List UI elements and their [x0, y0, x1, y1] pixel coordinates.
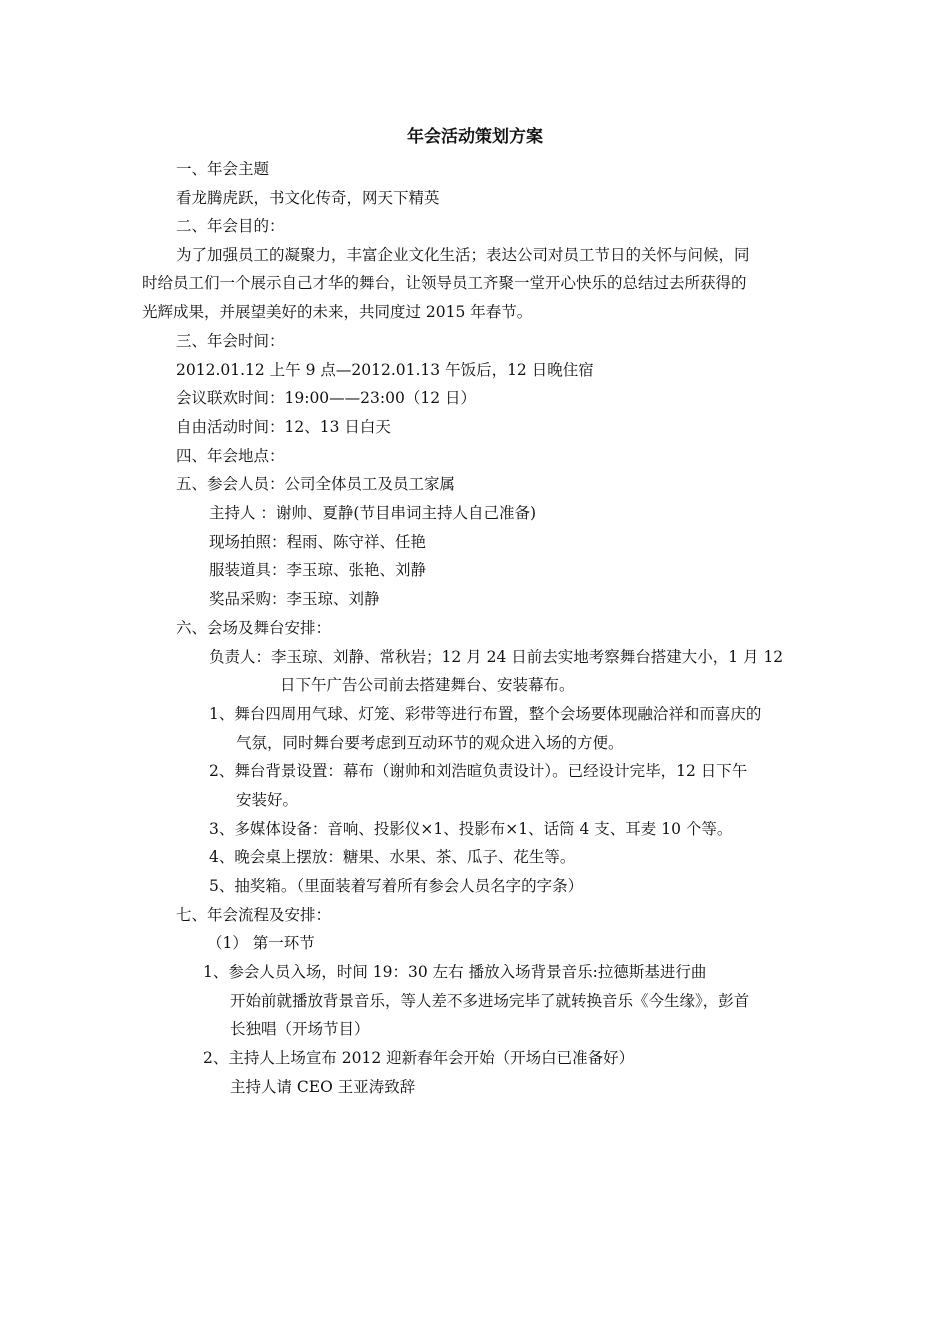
section-heading-purpose: 二、年会目的：	[176, 217, 285, 235]
flow-item-line: 2、主持人上场宣布 2012 迎新春年会开始（开场白已准备好）	[203, 1049, 635, 1067]
time-line: 自由活动时间：12、13 日白天	[176, 418, 391, 436]
flow-item-sub-line: 长独唱（开场节目）	[230, 1020, 370, 1038]
purpose-paragraph-line: 时给员工们一个展示自己才华的舞台，让领导员工齐聚一堂开心快乐的总结过去所获得的	[142, 274, 747, 292]
time-line: 2012.01.12 上午 9 点—2012.01.13 午饭后，12 日晚住宿	[176, 361, 594, 379]
flow-item-line: 1、参会人员入场，时间 19：30 左右 播放入场背景音乐:拉德斯基进行曲	[203, 963, 707, 981]
flow-item-sub-line: 主持人请 CEO 王亚涛致辞	[230, 1078, 416, 1096]
venue-item-line: 4、晚会桌上摆放：糖果、水果、茶、瓜子、花生等。	[209, 848, 576, 866]
participant-role-line: 奖品采购：李玉琼、刘静	[209, 590, 380, 608]
time-line: 会议联欢时间：19:00——23:00（12 日）	[176, 389, 476, 407]
venue-item-line: 5、抽奖箱。（里面装着写着所有参会人员名字的字条）	[209, 877, 584, 895]
purpose-paragraph-line: 为了加强员工的凝聚力，丰富企业文化生活；表达公司对员工节日的关怀与问候，同	[176, 246, 750, 264]
flow-stage-label: （1） 第一环节	[207, 934, 315, 952]
venue-item-line: 安装好。	[236, 791, 299, 809]
venue-item-line: 气氛，同时舞台要考虑到互动环节的观众进入场的方便。	[236, 734, 624, 752]
section-heading-location: 四、年会地点：	[176, 447, 285, 465]
section-heading-flow: 七、年会流程及安排：	[176, 906, 332, 924]
venue-item-line: 1、舞台四周用气球、灯笼、彩带等进行布置，整个会场要体现融洽祥和而喜庆的	[209, 705, 762, 723]
section-heading-time: 三、年会时间：	[176, 332, 285, 350]
venue-item-line: 3、多媒体设备：音响、投影仪×1、投影布×1、话筒 4 支、耳麦 10 个等。	[209, 820, 733, 838]
section-heading-venue: 六、会场及舞台安排：	[176, 619, 332, 637]
theme-text: 看龙腾虎跃，书文化传奇，网天下精英	[176, 189, 440, 207]
purpose-paragraph-line: 光辉成果，并展望美好的未来，共同度过 2015 年春节。	[142, 303, 533, 321]
participant-role-line: 主持人 ：谢帅、夏静(节目串词主持人自己准备)	[209, 504, 537, 522]
venue-owner-line: 负责人：李玉琼、刘静、常秋岩；12 月 24 日前去实地考察舞台搭建大小，1 月 12	[209, 648, 784, 666]
section-heading-participants: 五、参会人员：公司全体员工及员工家属	[176, 475, 456, 493]
participant-role-line: 服装道具：李玉琼、张艳、刘静	[209, 561, 427, 579]
venue-owner-line: 日下午广告公司前去搭建舞台、安装幕布。	[280, 676, 575, 694]
flow-item-sub-line: 开始前就播放背景音乐，等人差不多进场完毕了就转换音乐《今生缘》，彭首	[230, 992, 750, 1010]
section-heading-theme: 一、年会主题	[176, 160, 270, 178]
document-title: 年会活动策划方案	[407, 127, 543, 147]
participant-role-line: 现场拍照：程雨、陈守祥、任艳	[209, 533, 427, 551]
venue-item-line: 2、舞台背景设置：幕布（谢帅和刘浩暄负责设计）。已经设计完毕，12 日下午	[209, 762, 748, 780]
